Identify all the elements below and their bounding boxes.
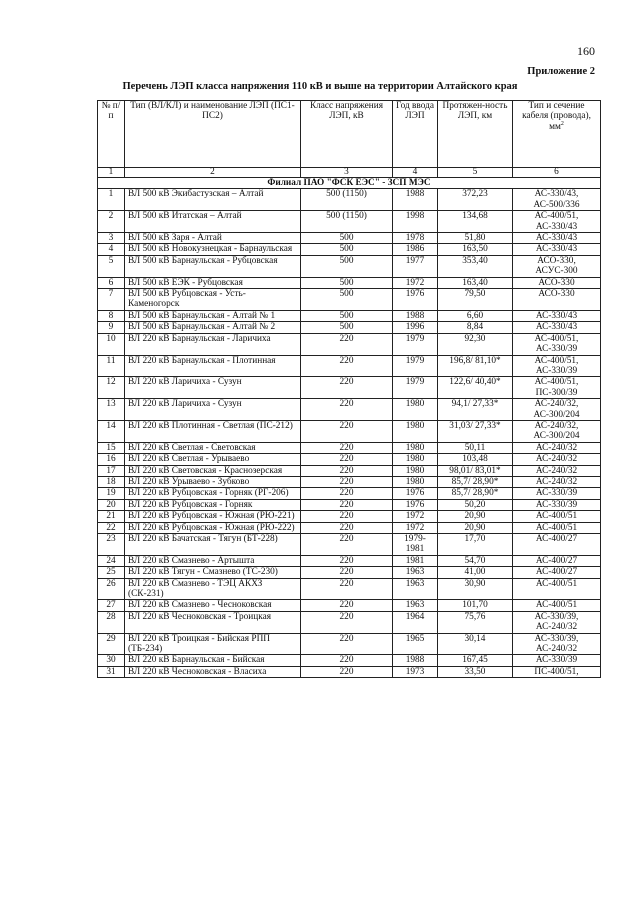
row-number: 13 [98,399,125,421]
column-number: 6 [513,168,601,178]
commission-year: 1977 [393,255,438,277]
row-number: 20 [98,499,125,510]
table-row [98,567,601,578]
cable-type: АС-400/51, АС-330/39 [513,355,601,377]
row-number: 22 [98,522,125,533]
row-number: 9 [98,322,125,333]
commission-year: 1981 [393,555,438,566]
table-row [98,189,601,211]
table-row [98,578,601,600]
cable-type: АС-240/32 [513,454,601,465]
line-length: 85,7/ 28,90* [438,476,513,487]
row-number: 26 [98,578,125,600]
cable-type: АС-330/39 [513,499,601,510]
voltage-class: 220 [301,567,393,578]
line-name: ВЛ 500 кВ Итатская – Алтай [125,211,301,233]
row-number: 31 [98,666,125,677]
voltage-class: 500 (1150) [301,211,393,233]
voltage-class: 500 [301,322,393,333]
commission-year: 1965 [393,633,438,655]
cable-type: АС-400/51, АС-330/43 [513,211,601,233]
row-number: 15 [98,442,125,453]
cable-type: АС-330/39, АС-240/32 [513,633,601,655]
cable-type: АС-400/27 [513,534,601,556]
commission-year: 1963 [393,567,438,578]
column-number: 4 [393,168,438,178]
commission-year: 1996 [393,322,438,333]
header-voltage: Класс напряжения ЛЭП, кВ [301,101,393,168]
table-row [98,211,601,233]
header-number: № п/п [98,101,125,168]
cable-type: АС-330/43 [513,322,601,333]
line-length: 196,8/ 81,10* [438,355,513,377]
line-length: 30,14 [438,633,513,655]
line-name: ВЛ 220 кВ Ларичиха - Сузун [125,399,301,421]
row-number: 30 [98,655,125,666]
line-length: 51,80 [438,233,513,244]
line-length: 167,45 [438,655,513,666]
line-length: 122,6/ 40,40* [438,377,513,399]
line-length: 33,50 [438,666,513,677]
header-year: Год ввода ЛЭП [393,101,438,168]
cable-type: АС-240/32, АС-300/204 [513,399,601,421]
row-number: 23 [98,534,125,556]
line-name: ВЛ 220 кВ Барнаульская - Бийская [125,655,301,666]
line-name: ВЛ 220 кВ Чесноковская - Власиха [125,666,301,677]
cable-type: АСО-330 [513,289,601,311]
line-name: ВЛ 220 кВ Световская - Краснозерская [125,465,301,476]
table-row [98,666,601,677]
table-row [98,277,601,288]
document-title: Перечень ЛЭП класса напряжения 110 кВ и выше на территории Алтайского края [122,81,518,92]
cable-type: АС-330/39, АС-240/32 [513,611,601,633]
section-row [98,178,601,189]
line-name: ВЛ 500 кВ Экибастузская – Алтай [125,189,301,211]
row-number: 3 [98,233,125,244]
cable-type: АС-330/43 [513,233,601,244]
line-name: ВЛ 220 кВ Тягун - Смазнево (ТС-230) [125,567,301,578]
row-number: 12 [98,377,125,399]
cable-type: АС-330/43 [513,244,601,255]
table-row [98,534,601,556]
commission-year: 1976 [393,499,438,510]
line-length: 101,70 [438,600,513,611]
row-number: 29 [98,633,125,655]
line-name: ВЛ 220 кВ Смазнево - ТЭЦ АКХЗ (СК-231) [125,578,301,600]
row-number: 28 [98,611,125,633]
row-number: 25 [98,567,125,578]
table-row [98,522,601,533]
line-name: ВЛ 500 кВ Новокузнецкая - Барнаульская [125,244,301,255]
row-number: 11 [98,355,125,377]
table-row [98,233,601,244]
line-length: 163,50 [438,244,513,255]
commission-year: 1979-1981 [393,534,438,556]
cable-type: АС-330/43, АС-500/336 [513,189,601,211]
row-number: 24 [98,555,125,566]
line-name: ВЛ 220 кВ Рубцовская - Горняк (РГ-206) [125,488,301,499]
voltage-class: 220 [301,611,393,633]
voltage-class: 220 [301,399,393,421]
voltage-class: 500 [301,244,393,255]
row-number: 21 [98,511,125,522]
voltage-class: 220 [301,511,393,522]
voltage-class: 220 [301,534,393,556]
commission-year: 1976 [393,488,438,499]
table-row [98,310,601,321]
cable-type: АС-400/51 [513,522,601,533]
line-length: 79,50 [438,289,513,311]
commission-year: 1980 [393,454,438,465]
voltage-class: 500 [301,289,393,311]
voltage-class: 220 [301,454,393,465]
cable-type: АС-240/32, АС-300/204 [513,420,601,442]
voltage-class: 500 [301,310,393,321]
row-number: 10 [98,333,125,355]
voltage-class: 220 [301,522,393,533]
voltage-class: 500 (1150) [301,189,393,211]
line-length: 54,70 [438,555,513,566]
line-name: ВЛ 500 кВ Рубцовская - Усть-Каменогорск [125,289,301,311]
column-number: 1 [98,168,125,178]
voltage-class: 500 [301,233,393,244]
page-number: 160 [577,44,595,58]
column-number-row [98,168,601,178]
voltage-class: 220 [301,355,393,377]
commission-year: 1979 [393,377,438,399]
line-length: 85,7/ 28,90* [438,488,513,499]
row-number: 1 [98,189,125,211]
commission-year: 1980 [393,399,438,421]
line-name: ВЛ 500 кВ Заря - Алтай [125,233,301,244]
table-row [98,442,601,453]
row-number: 4 [98,244,125,255]
table-row [98,465,601,476]
cable-type: АС-330/43 [513,310,601,321]
table-row [98,399,601,421]
line-name: ВЛ 500 кВ ЕЭК - Рубцовская [125,277,301,288]
cable-type: АС-240/32 [513,476,601,487]
cable-type: АС-400/51, ПС-300/39 [513,377,601,399]
voltage-class: 220 [301,499,393,510]
table-row [98,511,601,522]
row-number: 2 [98,211,125,233]
cable-type: АС-400/51 [513,578,601,600]
commission-year: 1988 [393,655,438,666]
voltage-class: 500 [301,277,393,288]
voltage-class: 220 [301,555,393,566]
cable-type: АС-240/32 [513,442,601,453]
voltage-class: 220 [301,377,393,399]
row-number: 6 [98,277,125,288]
row-number: 14 [98,420,125,442]
table-header-row [98,101,601,168]
header-cable-type [513,101,601,168]
line-length: 20,90 [438,511,513,522]
table-row [98,611,601,633]
table-row [98,255,601,277]
commission-year: 1964 [393,611,438,633]
line-length: 134,68 [438,211,513,233]
line-length: 75,76 [438,611,513,633]
cable-type: АС-330/39 [513,655,601,666]
voltage-class: 220 [301,442,393,453]
table-row [98,488,601,499]
cable-type: АС-240/32 [513,465,601,476]
line-name: ВЛ 220 кВ Смазнево - Чесноковская [125,600,301,611]
cable-type: АС-400/51 [513,511,601,522]
commission-year: 1980 [393,465,438,476]
line-name: ВЛ 220 кВ Светлая - Световская [125,442,301,453]
row-number: 27 [98,600,125,611]
table-body [98,168,601,678]
line-name: ВЛ 500 кВ Барнаульская - Алтай № 1 [125,310,301,321]
voltage-class: 220 [301,333,393,355]
table-row [98,289,601,311]
line-length: 98,01/ 83,01* [438,465,513,476]
table-row [98,655,601,666]
line-length: 41,00 [438,567,513,578]
cable-type: АСО-330 [513,277,601,288]
commission-year: 1963 [393,600,438,611]
line-name: ВЛ 220 кВ Бачатская - Тягун (БТ-228) [125,534,301,556]
header-line-name: Тип (ВЛ/КЛ) и наименование ЛЭП (ПС1-ПС2) [125,101,301,168]
table-row [98,555,601,566]
voltage-class: 220 [301,488,393,499]
line-name: ВЛ 500 кВ Барнаульская - Алтай № 2 [125,322,301,333]
cable-type: АС-330/39 [513,488,601,499]
line-length: 92,30 [438,333,513,355]
line-length: 17,70 [438,534,513,556]
table-row [98,420,601,442]
table-row [98,499,601,510]
commission-year: 1976 [393,289,438,311]
commission-year: 1980 [393,476,438,487]
voltage-class: 500 [301,255,393,277]
voltage-class: 220 [301,465,393,476]
voltage-class: 220 [301,655,393,666]
line-name: ВЛ 220 кВ Плотинная - Светлая (ПС-212) [125,420,301,442]
cable-type: ПС-400/51, [513,666,601,677]
table-row [98,377,601,399]
row-number: 8 [98,310,125,321]
row-number: 5 [98,255,125,277]
voltage-class: 220 [301,666,393,677]
line-name: ВЛ 220 кВ Ларичиха - Сузун [125,377,301,399]
commission-year: 1972 [393,511,438,522]
row-number: 17 [98,465,125,476]
voltage-class: 220 [301,600,393,611]
line-name: ВЛ 220 кВ Барнаульская - Ларичиха [125,333,301,355]
power-lines-table [97,100,601,678]
line-length: 50,11 [438,442,513,453]
voltage-class: 220 [301,476,393,487]
row-number: 16 [98,454,125,465]
line-length: 8,84 [438,322,513,333]
commission-year: 1978 [393,233,438,244]
line-name: ВЛ 220 кВ Светлая - Урываево [125,454,301,465]
header-cable-type-text: Тип и сечение кабеля (провода), мм [522,101,591,132]
commission-year: 1980 [393,420,438,442]
line-length: 163,40 [438,277,513,288]
table-row [98,633,601,655]
cable-type: АС-400/51, АС-330/39 [513,333,601,355]
line-name: ВЛ 220 кВ Рубцовская - Южная (РЮ-222) [125,522,301,533]
line-name: ВЛ 220 кВ Чесноковская - Троицкая [125,611,301,633]
line-name: ВЛ 220 кВ Рубцовская - Горняк [125,499,301,510]
line-name: ВЛ 220 кВ Троицкая - Бийская РПП (ТБ-234) [125,633,301,655]
line-length: 50,20 [438,499,513,510]
table-row [98,244,601,255]
line-name: ВЛ 220 кВ Урываево - Зубково [125,476,301,487]
row-number: 19 [98,488,125,499]
voltage-class: 220 [301,633,393,655]
line-name: ВЛ 220 кВ Барнаульская - Плотинная [125,355,301,377]
row-number: 7 [98,289,125,311]
commission-year: 1986 [393,244,438,255]
commission-year: 1973 [393,666,438,677]
header-length: Протяжен-ность ЛЭП, км [438,101,513,168]
line-length: 103,48 [438,454,513,465]
commission-year: 1972 [393,277,438,288]
column-number: 3 [301,168,393,178]
line-name: ВЛ 220 кВ Смазнево - Артышта [125,555,301,566]
line-length: 353,40 [438,255,513,277]
table-row [98,355,601,377]
line-name: ВЛ 220 кВ Рубцовская - Южная (РЮ-221) [125,511,301,522]
cable-type: АС-400/27 [513,567,601,578]
commission-year: 1979 [393,355,438,377]
commission-year: 1980 [393,442,438,453]
line-name: ВЛ 500 кВ Барнаульская - Рубцовская [125,255,301,277]
table-row [98,333,601,355]
table-row [98,454,601,465]
line-length: 31,03/ 27,33* [438,420,513,442]
section-title: Филиал ПАО "ФСК ЕЭС" - ЗСП МЭС [98,178,601,189]
line-length: 20,90 [438,522,513,533]
commission-year: 1972 [393,522,438,533]
cable-type: АС-400/27 [513,555,601,566]
commission-year: 1998 [393,211,438,233]
row-number: 18 [98,476,125,487]
header-superscript: 2 [560,120,564,127]
cable-type: АС-400/51 [513,600,601,611]
commission-year: 1988 [393,189,438,211]
line-length: 30,90 [438,578,513,600]
line-length: 372,23 [438,189,513,211]
table-row [98,322,601,333]
appendix-label: Приложение 2 [527,66,595,77]
voltage-class: 220 [301,578,393,600]
table-row [98,600,601,611]
commission-year: 1988 [393,310,438,321]
line-length: 6,60 [438,310,513,321]
column-number: 2 [125,168,301,178]
voltage-class: 220 [301,420,393,442]
column-number: 5 [438,168,513,178]
line-length: 94,1/ 27,33* [438,399,513,421]
commission-year: 1979 [393,333,438,355]
commission-year: 1963 [393,578,438,600]
table-row [98,476,601,487]
cable-type: АСО-330, АСУС-300 [513,255,601,277]
